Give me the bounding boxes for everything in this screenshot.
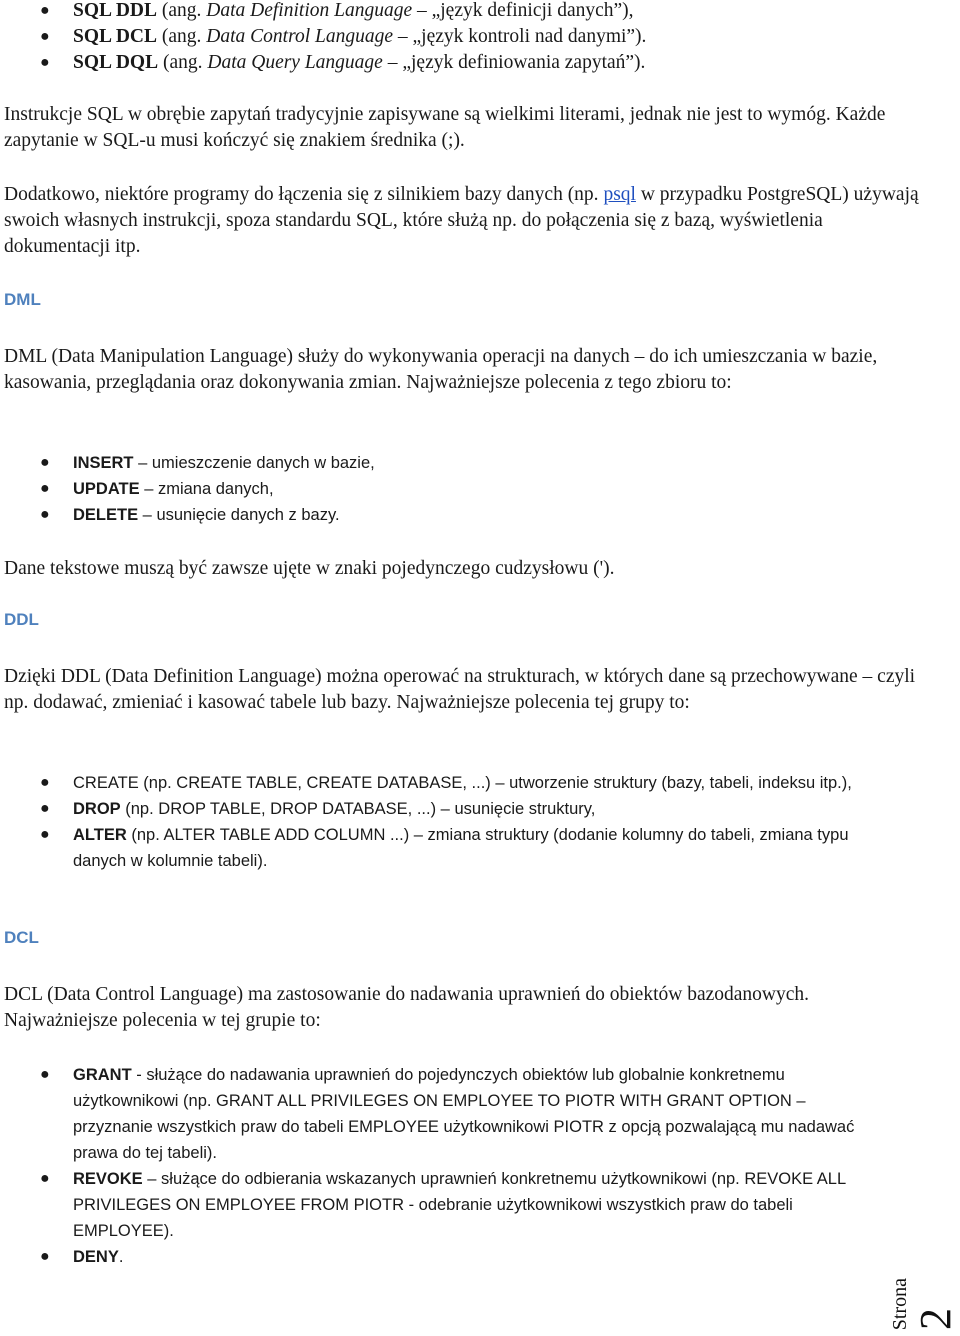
list-item: ● SQL DCL (ang. Data Control Language – „język kontroli nad danymi”). bbox=[4, 24, 924, 50]
dml-note: Dane tekstowe muszą być zawsze ujęte w znaki pojedynczego cudzysłowu ('). bbox=[4, 558, 615, 579]
bullet-icon: ● bbox=[40, 1170, 50, 1187]
dml-heading: DML bbox=[4, 290, 41, 309]
top-list bbox=[4, 0, 924, 76]
dcl-paragraph: DCL (Data Control Language) ma zastosowanie do nadawania uprawnień do obiektów bazodanowych. Najważniejsze polecenia w tej grupie to: bbox=[4, 984, 810, 1031]
programs-paragraph: Dodatkowo, niektóre programy do łączenia się z silnikiem bazy danych (np. psql w przypadku PostgreSQL) używają swoich własnych instrukcji, spoza standardu SQL, które służą np. do połączenia się z bazą, wyświetlenia dokumentacji itp. bbox=[4, 184, 919, 257]
bullet-icon: ● bbox=[40, 28, 50, 45]
bullet-icon: ● bbox=[40, 774, 50, 791]
bullet-icon: ● bbox=[40, 2, 50, 19]
list-item: ● DROP (np. DROP TABLE, DROP DATABASE, ...) – usunięcie struktury, bbox=[4, 796, 854, 822]
bullet-icon: ● bbox=[40, 1248, 50, 1265]
list-item: ● INSERT – umieszczenie danych w bazie, bbox=[4, 450, 924, 476]
list-item: ● UPDATE – zmiana danych, bbox=[4, 476, 924, 502]
page-footer bbox=[889, 1278, 958, 1330]
list-item: ● SQL DQL (ang. Data Query Language – „język definiowania zapytań”). bbox=[4, 50, 924, 76]
dml-list bbox=[4, 450, 924, 528]
bullet-icon: ● bbox=[40, 826, 50, 843]
list-item: ● DENY. bbox=[4, 1244, 866, 1270]
bullet-icon: ● bbox=[40, 1066, 50, 1083]
bullet-icon: ● bbox=[40, 480, 50, 497]
list-item: ● SQL DDL (ang. Data Definition Language – „język definicji danych”), bbox=[4, 0, 924, 24]
dml-paragraph: DML (Data Manipulation Language) służy do wykonywania operacji na danych – do ich umieszczania w bazie, kasowania, przeglądania oraz dokonywania zmian. Najważniejsze polecenia z tego zbioru to: bbox=[4, 346, 878, 393]
intro-paragraph: Instrukcje SQL w obrębie zapytań tradycyjnie zapisywane są wielkimi literami, jednak nie jest to wymóg. Każde zapytanie w SQL-u musi kończyć się znakiem średnika (;). bbox=[4, 104, 886, 151]
ddl-paragraph: Dzięki DDL (Data Definition Language) można operować na strukturach, w których dane są przechowywane – czyli np. dodawać, zmieniać i kasować tabele lub bazy. Najważniejsze polecenia tej grupy to: bbox=[4, 666, 916, 713]
psql-link[interactable]: psql bbox=[603, 184, 636, 205]
list-item: ● DELETE – usunięcie danych z bazy. bbox=[4, 502, 924, 528]
list-item: ● ALTER (np. ALTER TABLE ADD COLUMN ...) – zmiana struktury (dodanie kolumny do tabeli, zmiana typu danych w kolumnie tabeli). bbox=[4, 822, 854, 874]
list-item: ● GRANT - służące do nadawania uprawnień do pojedynczych obiektów lub globalnie konkretnemu użytkownikowi (np. GRANT ALL PRIVILEGES ON EMPLOYEE TO PIOTR WITH GRANT OPTION – przyznanie wszystkich praw do tabeli EMPLOYEE użytkownikowi PIOTR z opcją pozwalającą mu nadawać prawa do tej tabeli). bbox=[4, 1062, 866, 1166]
list-item: ● CREATE (np. CREATE TABLE, CREATE DATABASE, ...) – utworzenie struktury (bazy, tabeli, indeksu itp.), bbox=[4, 770, 854, 796]
list-item: ● REVOKE – służące do odbierania wskazanych uprawnień konkretnemu użytkownikowi (np. REVOKE ALL PRIVILEGES ON EMPLOYEE FROM PIOTR - odebranie użytkownikowi wszystkich praw do tabeli EMPLOYEE). bbox=[4, 1166, 866, 1244]
bullet-icon: ● bbox=[40, 506, 50, 523]
ddl-list bbox=[4, 770, 854, 874]
ddl-heading: DDL bbox=[4, 610, 39, 629]
dcl-heading: DCL bbox=[4, 928, 39, 947]
bullet-icon: ● bbox=[40, 54, 50, 71]
bullet-icon: ● bbox=[40, 454, 50, 471]
bullet-icon: ● bbox=[40, 800, 50, 817]
page-number: 2 bbox=[911, 1308, 960, 1330]
page-label: Strona bbox=[889, 1277, 911, 1330]
dcl-list bbox=[4, 1062, 866, 1270]
